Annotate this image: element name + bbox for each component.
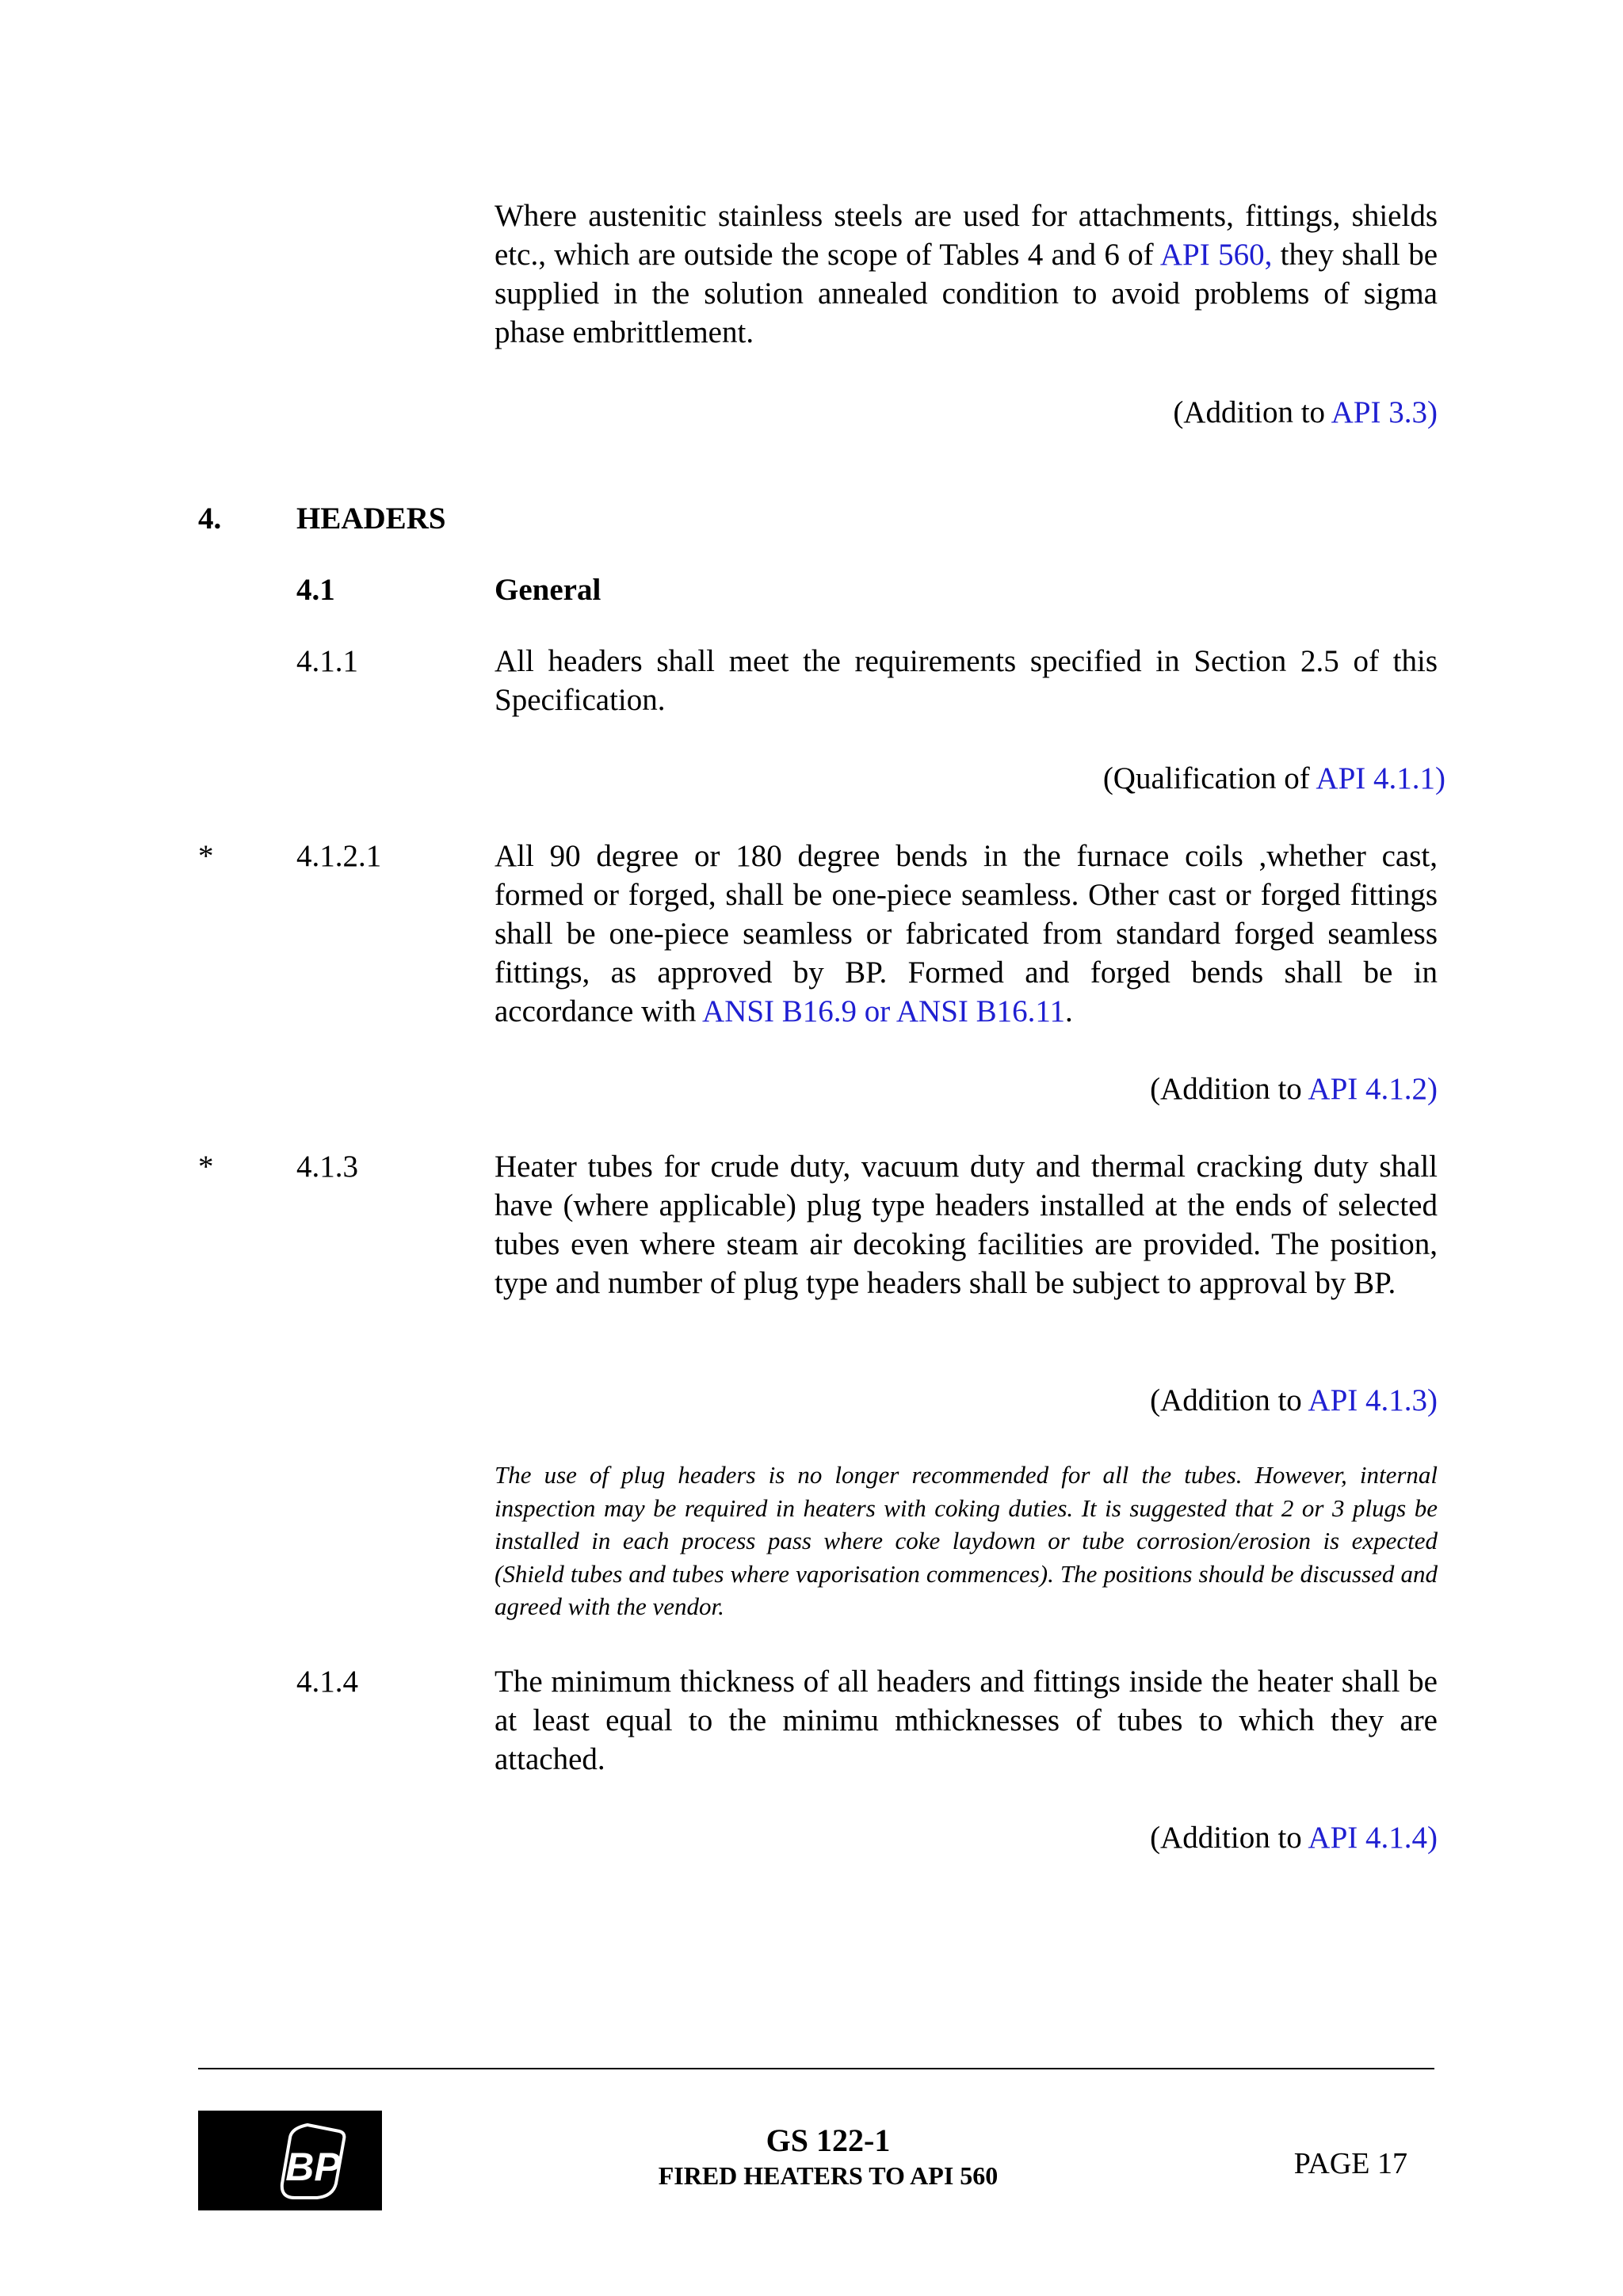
clause-4-1-2-1-marker: * (198, 839, 214, 873)
page-number: PAGE 17 (1293, 2147, 1407, 2180)
intro-paragraph (495, 196, 1438, 352)
clause-4-1-2-1-number: 4.1.2.1 (296, 839, 382, 873)
footer-divider (198, 2068, 1434, 2069)
api-4-1-4-link[interactable]: API 4.1.4) (1308, 1821, 1438, 1855)
clause-4-1-2-1-text (495, 837, 1438, 1031)
ref-prefix: (Qualification of (1102, 761, 1316, 795)
clause-text-end: . (1064, 994, 1073, 1028)
ref-prefix: (Addition to (1150, 1383, 1308, 1417)
clause-4-1-1-number: 4.1.1 (296, 644, 358, 678)
doc-title: FIRED HEATERS TO API 560 (658, 2161, 999, 2190)
clause-4-1-3-number: 4.1.3 (296, 1150, 358, 1184)
ansi-b16-link[interactable]: ANSI B16.9 or ANSI B16.11 (702, 994, 1065, 1028)
clause-4-1-4-number: 4.1.4 (296, 1665, 358, 1699)
api-3-3-link[interactable]: API 3.3) (1331, 395, 1438, 429)
clause-text: All 90 degree or 180 degree bends in the furnace coils ,whether cast, formed or forged, shall be one-piece seamless. Other cast or forged fittings shall be one-piece seamless or fabricated from standard forged seamless fittings, as approved by BP. Formed and forged bends shall be in accordance with (495, 839, 1438, 1028)
clause-4-1-3-reference (1150, 1381, 1438, 1420)
clause-4-1-4-reference (1150, 1818, 1438, 1857)
section-title: HEADERS (296, 502, 446, 536)
clause-4-1-1-text: All headers shall meet the requirements specified in Section 2.5 of this Specification. (495, 644, 1438, 717)
api-560-link[interactable]: API 560, (1159, 238, 1273, 272)
clause-4-1-4-text: The minimum thickness of all headers and fittings inside the heater shall be at least equal to the minimu mthicknesses of tubes to which they are attached. (495, 1665, 1438, 1776)
clause-4-1-1-reference (1103, 759, 1445, 798)
bp-logo (198, 2111, 382, 2210)
ref-prefix: (Addition to (1150, 1821, 1308, 1855)
clause-4-1-3-text: Heater tubes for crude duty, vacuum duty and thermal cracking duty shall have (where applicable) plug type headers installed at the ends of selected tubes even where steam air decoking facilities are provided. The position, type and number of plug type headers shall be subject to approval by BP. (495, 1150, 1438, 1300)
api-4-1-1-link[interactable]: API 4.1.1) (1316, 761, 1445, 795)
ref-prefix: (Addition to (1150, 1072, 1308, 1106)
subsection-title: General (495, 573, 601, 607)
intro-reference (1173, 393, 1438, 432)
doc-number: GS 122-1 (766, 2122, 891, 2158)
clause-4-1-3-marker: * (198, 1150, 214, 1184)
api-4-1-3-link[interactable]: API 4.1.3) (1308, 1383, 1438, 1417)
logo-text: BP (285, 2145, 341, 2189)
section-number: 4. (198, 502, 222, 536)
subsection-number: 4.1 (296, 573, 335, 607)
intro-text: Where austenitic stainless steels are used for attachments, fittings, shields etc., which are outside the scope of Tables 4 and 6 of (495, 199, 1438, 272)
intro-text-end: they shall be supplied in the solution annealed condition to avoid problems of sigma phase embrittlement. (495, 238, 1438, 349)
api-4-1-2-link[interactable]: API 4.1.2) (1308, 1072, 1438, 1106)
ref-prefix: (Addition to (1173, 395, 1331, 429)
clause-4-1-3-note: The use of plug headers is no longer recommended for all the tubes. However, internal inspection may be required in heaters with coking duties. It is suggested that 2 or 3 plugs be installed in each process pass where coke laydown or tube corrosion/erosion is expected (Shield tubes and tubes where vaporisation commences). The positions should be discussed and agreed with the vendor. (495, 1461, 1438, 1620)
clause-4-1-2-1-reference (1150, 1070, 1438, 1108)
bp-shield-icon (198, 2111, 382, 2210)
